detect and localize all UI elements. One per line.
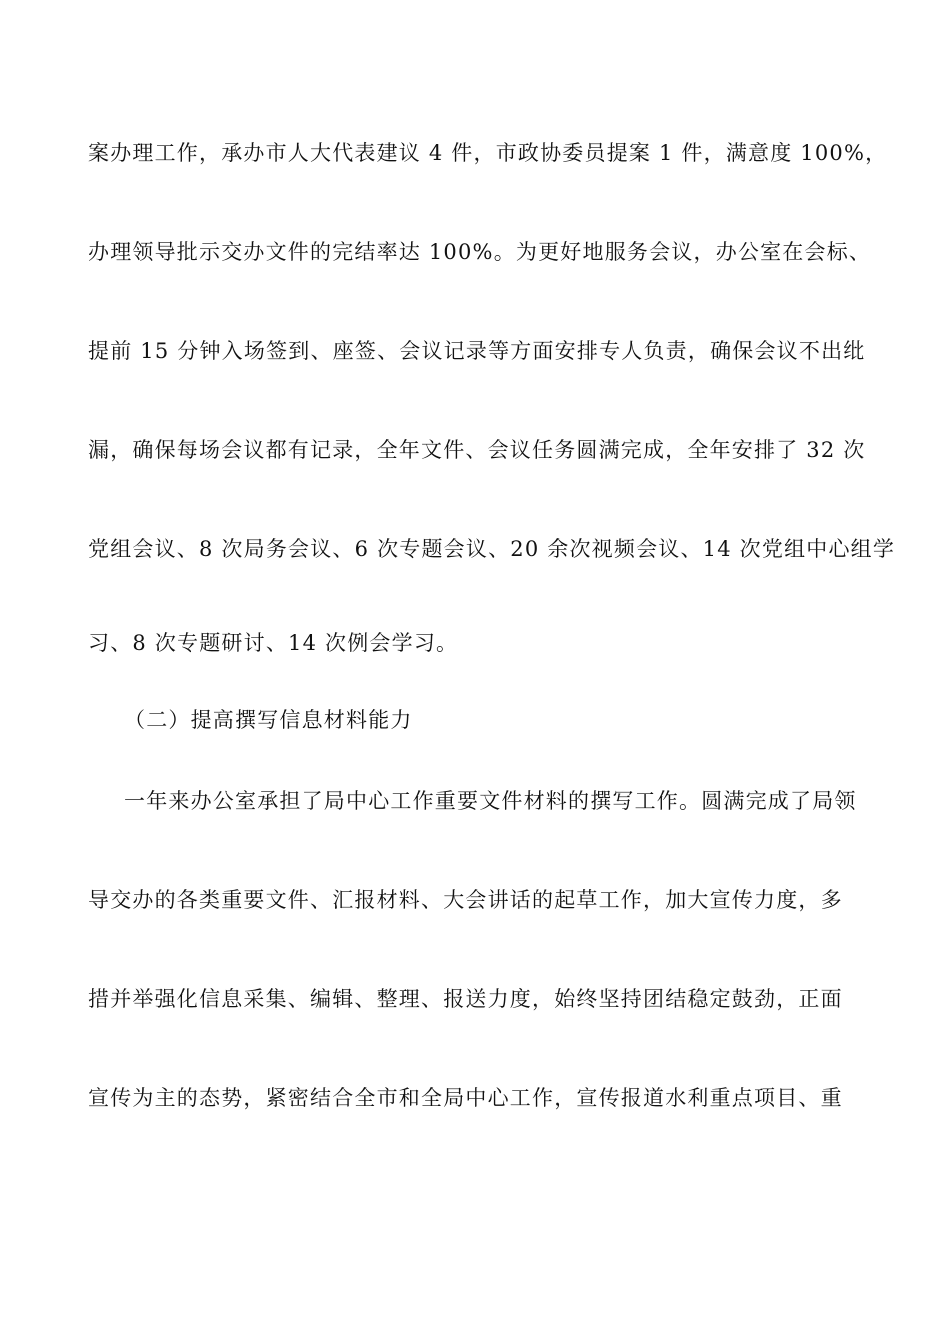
paragraph-1-line-5: 党组会议、8 次局务会议、6 次专题会议、20 余次视频会议、14 次党组中心组学: [88, 537, 896, 561]
paragraph-1-line-2: 办理领导批示交办文件的完结率达 100%。为更好地服务会议，办公室在会标、: [88, 240, 872, 264]
section-heading: （二）提高撰写信息材料能力: [124, 708, 413, 732]
paragraph-1-line-1: 案办理工作，承办市人大代表建议 4 件，市政协委员提案 1 件，满意度 100%，: [88, 141, 888, 165]
paragraph-2-line-3: 措并举强化信息采集、编辑、整理、报送力度，始终坚持团结稳定鼓劲，正面: [88, 987, 843, 1011]
paragraph-1-line-4: 漏，确保每场会议都有记录，全年文件、会议任务圆满完成，全年安排了 32 次: [88, 438, 866, 462]
paragraph-1-line-3: 提前 15 分钟入场签到、座签、会议记录等方面安排专人负责，确保会议不出纰: [88, 339, 866, 363]
paragraph-1-line-6: 习、8 次专题研讨、14 次例会学习。: [88, 631, 459, 655]
paragraph-2-line-1: 一年来办公室承担了局中心工作重要文件材料的撰写工作。圆满完成了局领: [124, 789, 857, 813]
paragraph-2-line-2: 导交办的各类重要文件、汇报材料、大会讲话的起草工作，加大宣传力度，多: [88, 888, 843, 912]
paragraph-2-line-4: 宣传为主的态势，紧密结合全市和全局中心工作，宣传报道水利重点项目、重: [88, 1086, 843, 1110]
